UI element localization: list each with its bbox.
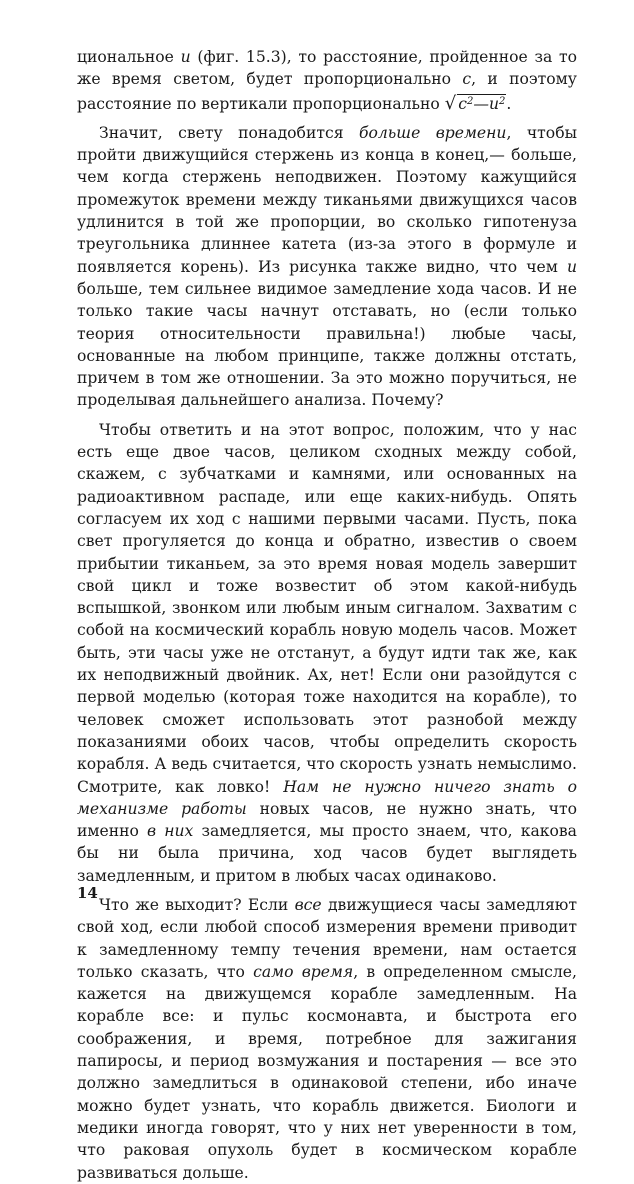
text-run: . — [506, 94, 512, 113]
text-run: , и поэтому расстояние по вертикали пропорционально — [77, 70, 577, 113]
page-body — [77, 46, 577, 1184]
text-run: , чтобы пройти движущийся стержень из конца в конец,— больше, чем когда стержень неподвижен. Поэтому кажущийся промежуток времени между тиканьями движущихся часов удлинится в той же пропорции, во сколько гипотенуза треугольника длиннее катета (из-за этого в формуле и появляется корень). Из рисунка также видно, что чем — [77, 123, 577, 276]
paragraph-1 — [77, 46, 577, 115]
minus-sign: — — [473, 94, 489, 113]
variable-u: u — [566, 257, 577, 276]
exponent: 2 — [499, 95, 506, 107]
variable-u: u — [180, 48, 191, 66]
text-run: движущиеся часы замедляют свой ход, если любой способ измерения времени приводит к замедленному темпу течения времени, нам остается только сказать, что — [77, 895, 577, 981]
text-run: Чтобы ответить и на этот вопрос, положим, что у нас есть еще двое часов, целиком сходных между собой, скажем, с зубчатками и камнями, или основанных на радиоактивном распаде, или еще каких-нибудь. Опять согласуем их ход с нашими первыми часами. Пусть, пока свет прогуляется до конца и обратно, известив о своем прибытии тиканьем, за это время новая модель завершит свой цикл и тоже возвестит об этом какой-нибудь вспышкой, звонком или любым иным сигналом. Захватим с собой на космический корабль новую модель часов. Может быть, эти часы уже не отстанут, а будут идти так же, как их неподвижный двойник. Ах, нет! Если они разойдутся с первой моделью (которая тоже находится на корабле), то человек сможет использовать этот разнобой между показаниями обоих часов, чтобы определить скорость корабля. А ведь считается, что скорость узнать немыслимо. Смотрите, как ловко! — [77, 420, 577, 796]
emphasis: все — [294, 895, 322, 914]
exponent: 2 — [467, 95, 474, 107]
text-run: Что же выходит? Если — [99, 895, 295, 914]
emphasis: в них — [147, 822, 194, 841]
square-root-formula — [445, 91, 507, 115]
radical-sign: √ — [444, 92, 457, 114]
formula-c: c — [458, 94, 467, 113]
emphasis: больше времени — [358, 123, 507, 142]
text-run: циональное — [77, 48, 181, 66]
paragraph-3 — [77, 419, 577, 887]
formula-u: u — [488, 94, 500, 113]
emphasis: Нам не нужно ничего знать о механизме работы — [77, 777, 578, 818]
text-run: больше, тем сильнее видимое замедление хода часов. И не только такие часы начнут отставать, но (если только теория относительности правильна!) любые часы, основанные на любом принципе, также должны отстать, причем в том же отношении. За это можно поручиться, не проделывая дальнейшего анализа. Почему? — [77, 279, 577, 410]
text-run: Значит, свету понадобится — [99, 123, 359, 142]
text-run: замедляется, мы просто знаем, что, какова бы ни была причина, ход часов будет выглядеть замедленным, и притом в любых часах одинаково. — [77, 822, 577, 885]
text-run: (фиг. 15.3), то расстояние, пройденное за то же время светом, будет пропорционально — [77, 48, 577, 89]
paragraph-2 — [77, 122, 577, 412]
variable-c: c — [462, 70, 472, 89]
paragraph-4 — [77, 894, 577, 1184]
page-number: 14 — [77, 884, 98, 902]
text-run: новых часов, не нужно знать, что именно — [77, 799, 577, 841]
emphasis: само время — [253, 962, 354, 981]
radicand — [457, 94, 506, 113]
text-run: , в определенном смысле, кажется на движущемся корабле замедленным. На корабле все: и пульс космонавта, и быстрота его соображения, и время, потребное для зажигания папиросы, и период возмужания и постарения — все это должно замедлиться в одинаковой степени, ибо иначе можно будет узнать, что корабль движется. Биологи и медики иногда говорят, что у них нет уверенности в том, что раковая опухоль будет в космическом корабле развиваться дольше. — [77, 962, 577, 1182]
